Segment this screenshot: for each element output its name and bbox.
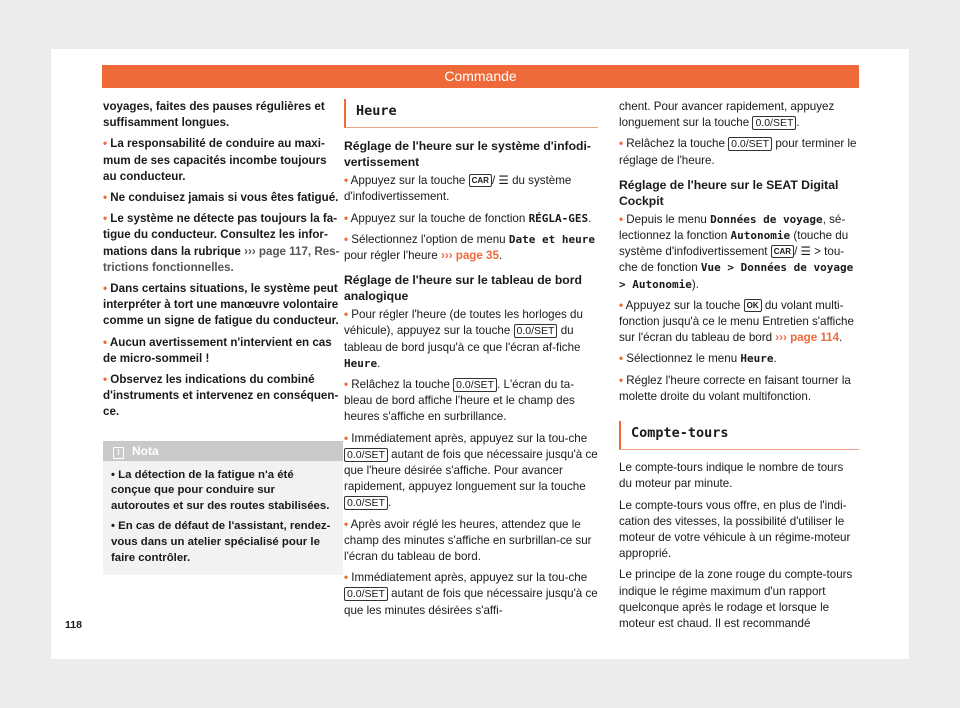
column-right [619, 99, 859, 637]
set-key: 0.0/SET [344, 587, 388, 601]
instruction-item: • Sélectionnez le menu Heure. [619, 352, 777, 366]
set-key: 0.0/SET [514, 324, 558, 338]
page-reference-link[interactable]: ››› page 114 [775, 331, 840, 345]
instruction-item: • Réglez l'heure correcte en faisant tourner la molette droite du volant multifonction. [619, 373, 851, 403]
nota-item: • La détection de la fatigue n'a été conçue que pour conduire sur autoroutes et sur des routes stabilisées. [111, 468, 330, 512]
body-paragraph: Le compte-tours vous offre, en plus de l'indi-cation des vitesses, la possibilité d'utiliser le moteur de votre véhicule à un régime-moteur approprié. [619, 498, 851, 561]
section-heading-heure: Heure [344, 99, 598, 128]
page-number: 118 [65, 619, 82, 631]
page-header: Commande [102, 65, 859, 88]
subheading: Réglage de l'heure sur le SEAT Digital Cockpit [619, 177, 839, 208]
nota-header: i Nota [103, 441, 343, 461]
warning-item: • Aucun avertissement n'intervient en cas de micro-sommeil ! [103, 335, 332, 365]
instruction-continuation: chent. Pour avancer rapidement, appuyez longuement sur la touche 0.0/SET . [619, 100, 835, 130]
instruction-item: • Appuyez sur la touche CAR / ☰ du système d'infodivertissement. [344, 174, 572, 204]
set-key: 0.0/SET [453, 378, 497, 392]
menu-icon: ☰ [498, 174, 509, 188]
warning-item: • Ne conduisez jamais si vous êtes fatigué. [103, 191, 339, 205]
instruction-item: • Après avoir réglé les heures, attendez que le champ des minutes s'affiche en surbrillan-ce sur l'écran du tableau de bord. [344, 517, 592, 564]
subheading: Réglage de l'heure sur le tableau de bord analogique [344, 273, 582, 304]
instruction-item: • Appuyez sur la touche OK du volant multi-fonction jusqu'à ce le menu Entretien s'affiche sur l'écran du tableau de bord ››› page 114. [619, 298, 854, 345]
set-key: 0.0/SET [752, 116, 796, 130]
warning-item: • Dans certains situations, le système peut interpréter à tort une manœuvre volontaire comme un signe de fatigue du conducteur. [103, 282, 339, 328]
body-paragraph: Le compte-tours indique le nombre de tours du moteur par minute. [619, 461, 844, 491]
warning-item: • Le système ne détecte pas toujours la fa-tigue du conducteur. Consultez les infor-mations dans la rubrique ››› page 117, Res-trictions fonctionnelles. [103, 212, 340, 274]
instruction-item: • Appuyez sur la touche de fonction RÉGLA-GES. [344, 211, 592, 225]
set-key: 0.0/SET [344, 496, 388, 510]
page-reference-link[interactable]: ››› page 35 [440, 249, 499, 263]
set-key: 0.0/SET [344, 448, 388, 462]
set-key: 0.0/SET [728, 137, 772, 151]
instruction-item: • Relâchez la touche 0.0/SET pour terminer le réglage de l'heure. [619, 137, 857, 167]
instruction-item: • Immédiatement après, appuyez sur la tou-che 0.0/SET autant de fois que nécessaire jusqu'à ce que l'heure désirée s'affiche. Pour avancer rapidement, appuyez longuement sur la touche 0.0/SET . [344, 431, 598, 510]
section-heading-compte-tours: Compte-tours [619, 421, 859, 450]
info-icon: i [113, 447, 124, 459]
warning-item: • Observez les indications du combiné d'instruments et intervenez en conséquen-ce. [103, 373, 339, 419]
warning-item: • La responsabilité de conduire au maxi-mum de ses capacités incombe toujours au conducteur. [103, 137, 327, 183]
instruction-item: • Relâchez la touche 0.0/SET . L'écran du ta-bleau de bord affiche l'heure et le champ des heures s'affiche en surbrillance. [344, 378, 575, 424]
nota-body [103, 461, 343, 576]
menu-icon: ☰ [800, 245, 811, 259]
car-key-icon: CAR [771, 245, 794, 258]
instruction-item: • Immédiatement après, appuyez sur la tou-che 0.0/SET autant de fois que nécessaire jusqu'à ce que les minutes désirées s'affi- [344, 571, 598, 617]
instruction-item: • Depuis le menu Données de voyage, sé-lectionnez la fonction Autonomie (touche du système d'infodivertissement CAR / ☰ > tou-che de fonction Vue > Données de voyage > Autonomie). [619, 212, 854, 291]
column-left [103, 99, 343, 575]
instruction-item: • Sélectionnez l'option de menu Date et heure pour régler l'heure ››› page 35. [344, 232, 595, 263]
car-key-icon: CAR [469, 174, 492, 187]
warning-text: voyages, faites des pauses régulières et suffisamment longues. [103, 100, 325, 130]
ok-key-icon: OK [744, 299, 762, 312]
subheading: Réglage de l'heure sur le système d'infodi-vertissement [344, 139, 591, 170]
body-paragraph: Le principe de la zone rouge du compte-tours indique le régime maximum d'un rapport quelconque après le rodage et lorsque le moteur est chaud. Il est recommandé [619, 568, 853, 631]
page-reference-link[interactable]: ››› page 117, Res-trictions fonctionnelles. [103, 244, 340, 274]
nota-box [103, 441, 343, 576]
instruction-item: • Pour régler l'heure (de toutes les horloges du véhicule), appuyez sur la touche 0.0/SET du tableau de bord jusqu'à ce que l'écran af-fiche Heure. [344, 308, 583, 370]
column-middle [344, 99, 598, 624]
nota-item: • En cas de défaut de l'assistant, rendez-vous dans un atelier spécialisé pour le faire contrôler. [111, 520, 331, 564]
